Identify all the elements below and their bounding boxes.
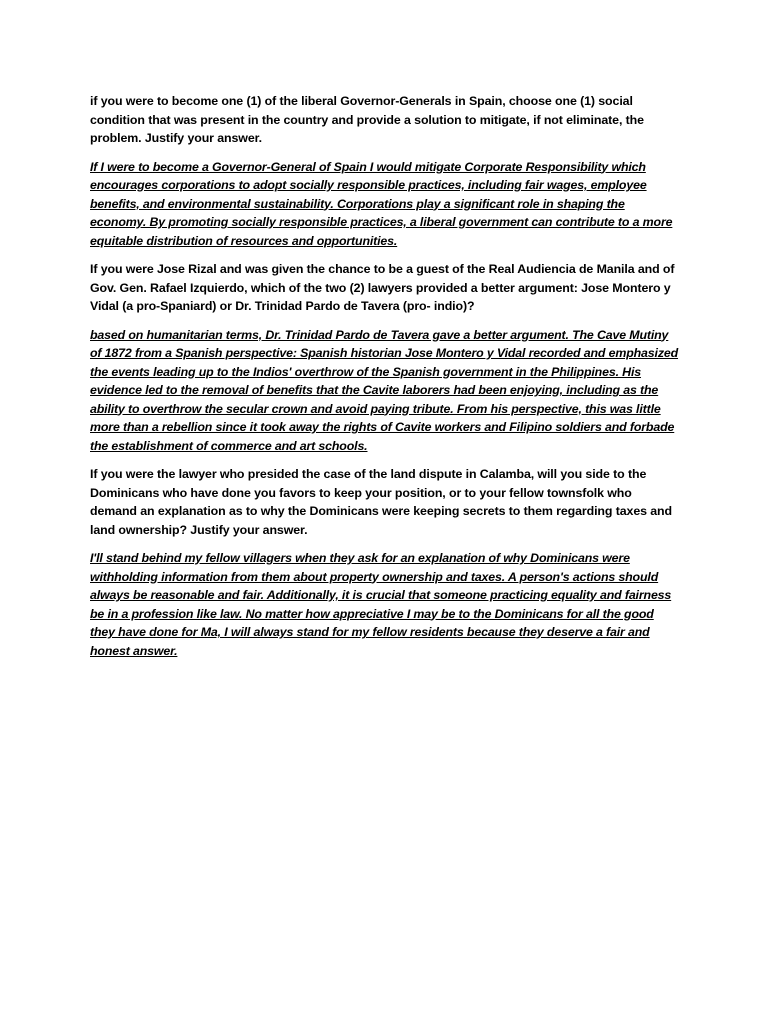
answer-2: based on humanitarian terms, Dr. Trinidad Pardo de Tavera gave a better argument. The Cave Mutiny of 1872 from a Spanish perspective: Spanish historian Jose Montero y Vidal recorded and emphasized the events leading up to the Indios' overthrow of the Spanish government in the Philippines. His evidence led to the removal of benefits that the Cavite laborers had been enjoying, including as the ability to overthrow the secular crown and avoid paying tribute. From his perspective, this was little more than a rebellion since it took away the rights of Cavite workers and Filipino soldiers and forbade the establishment of commerce and art schools.: [90, 327, 679, 453]
question-1: if you were to become one (1) of the liberal Governor-Generals in Spain, choose one (1) social condition that was present in the country and provide a solution to mitigate, if not eliminate, the problem. Justify your answer.: [90, 94, 644, 145]
question-3: If you were the lawyer who presided the case of the land dispute in Calamba, will you side to the Dominicans who have done you favors to keep your position, or to your fellow townsfolk who demand an explanation as to why the Dominicans were keeping secrets to them regarding taxes and land ownership? Justify your answer.: [90, 467, 672, 537]
answer-3: I'll stand behind my fellow villagers when they ask for an explanation of why Dominicans were withholding information from them about property ownership and taxes. A person's actions should always be reasonable and fair. Additionally, it is crucial that someone practicing equality and fairness be in a profession like law. No matter how appreciative I may be to the Dominicans for all the good they have done for Ma, I will always stand for my fellow residents because they deserve a fair and honest answer.: [90, 551, 672, 658]
answer-1: If I were to become a Governor-General of Spain I would mitigate Corporate Responsibility which encourages corporations to adopt socially responsible practices, including fair wages, employee benefits, and environmental sustainability. Corporations play a significant role in shaping the economy. By promoting socially responsible practices, a liberal government can contribute to a more equitable distribution of resources and opportunities.: [90, 159, 673, 248]
document-page: [90, 92, 680, 670]
question-2: If you were Jose Rizal and was given the chance to be a guest of the Real Audiencia de Manila and of Gov. Gen. Rafael Izquierdo, which of the two (2) lawyers provided a better argument: Jose Montero y Vidal (a pro-Spaniard) or Dr. Trinidad Pardo de Tavera (pro- indio)?: [90, 262, 675, 313]
